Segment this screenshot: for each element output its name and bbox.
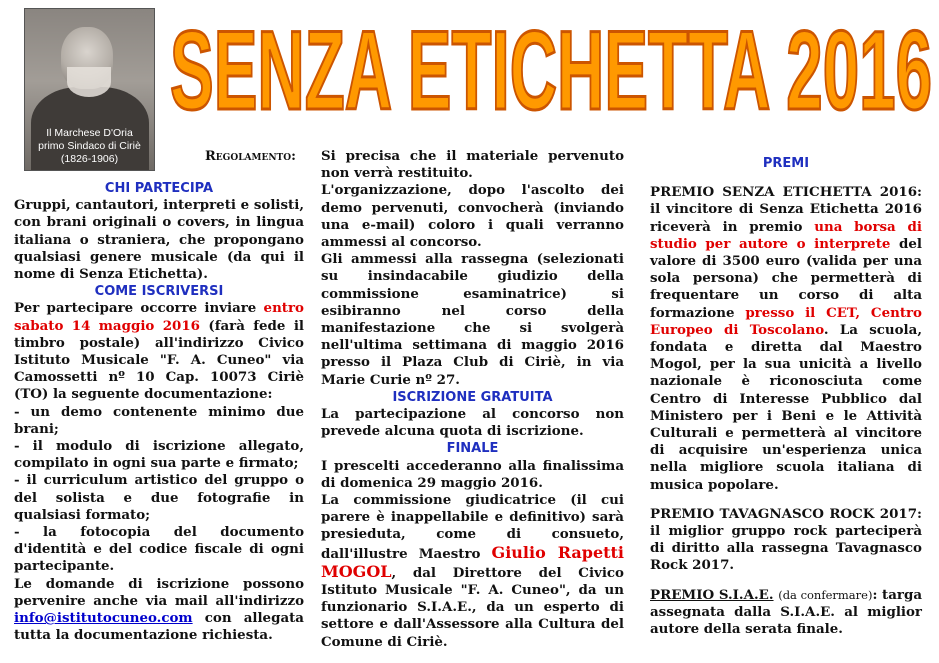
iscrizione-gratuita-text: La partecipazione al concorso non prevede alcuna quota di iscrizione. <box>321 406 624 440</box>
commissione-text <box>321 492 624 651</box>
premio-2-title: PREMIO TAVAGNASCO ROCK 2017: <box>650 505 922 522</box>
iscrizione-gratuita-heading: ISCRIZIONE GRATUITA <box>392 389 553 405</box>
finale-heading: FINALE <box>446 441 499 457</box>
premio-1-text-b: del valore di 3500 euro (valida per una sola persona) che permetterà di frequentare un corso di alta formazione <box>650 235 922 321</box>
chi-partecipa-heading: CHI PARTECIPA <box>104 181 214 196</box>
convocazione-text: L'organizzazione, dopo l'ascolto dei demo pervenuti, convocherà (inviando una e-mail) coloro i quali verranno ammessi al concorso. <box>321 182 624 251</box>
mail-text-a: Le domande di iscrizione possono pervenire anche via mail all'indirizzo <box>14 575 304 609</box>
premio-3-text: : targa assegnata dalla S.I.A.E. al miglior autore della serata finale. <box>650 586 923 638</box>
email-link[interactable]: info@istitutocuneo.com <box>14 610 193 627</box>
caption-line-2: primo Sindaco di Ciriè <box>38 140 141 152</box>
column-right <box>650 155 922 638</box>
page-title <box>166 4 936 119</box>
column-middle <box>321 148 624 651</box>
regolamento-label: Regolamento: <box>205 149 296 164</box>
premio-siae <box>650 587 922 639</box>
doc-item-2: - il modulo di iscrizione allegato, compilato in ogni sua parte e firmato; <box>14 438 304 472</box>
premio-1-text-c: . La scuola, fondata e diretta dal Maestro Mogol, per la sua unicità a livello nazionale è riconosciuta come Centro di Interesse Pubblico dal Ministero per i Beni e le Attività Culturali e permetterà al vincitore di acquisire un'esperienza unica nella migliore scuola italiana di musica popolare. <box>650 321 922 493</box>
borsa-di-studio-text: una borsa di studio per autore o interprete <box>650 218 922 252</box>
come-iscriversi-heading: COME ISCRIVERSI <box>94 284 224 300</box>
premio-1-title: PREMIO SENZA ETICHETTA 2016: <box>650 184 922 201</box>
portrait-caption <box>25 127 154 166</box>
finale-date-text: I prescelti accederanno alla finalissima di domenica 29 maggio 2016. <box>321 457 624 491</box>
chi-partecipa-text: Gruppi, cantautori, interpreti e solisti, con brani originali o covers, in lingua italiana o straniera, che propongano qualsiasi genere musicale (da qui il nome di Senza Etichetta). <box>14 197 304 283</box>
premio-2-text: il miglior gruppo rock parteciperà di diritto alla rassegna Tavagnasco Rock 2017. <box>650 523 922 574</box>
doc-item-1: - un demo contenente minimo due brani; <box>14 403 304 437</box>
cet-text: presso il CET, Centro Europeo di Toscolano <box>650 304 922 338</box>
premio-senza-etichetta <box>650 184 922 494</box>
caption-line-1: Il Marchese D'Oria <box>46 127 133 139</box>
commissione-text-b: , dal Direttore del Civico Istituto Musicale "F. A. Cuneo", da un funzionario S.I.A.E., da un esperto di settore e dall'Assessore alla Cultura del Comune di Ciriè. <box>321 564 624 650</box>
caption-line-3: (1826-1906) <box>60 153 119 165</box>
premio-tavagnasco <box>650 506 922 575</box>
portrait-photo <box>24 8 155 171</box>
mail-text-b: con allegata tutta la documentazione richiesta. <box>14 610 304 644</box>
deadline-text: entro sabato 14 maggio 2016 <box>14 300 304 334</box>
premio-1-text-a: il vincitore di Senza Etichetta 2016 riceverà in premio <box>650 201 922 235</box>
doc-item-4: - la fotocopia del documento d'identità e del codice fiscale di ogni partecipante. <box>14 524 304 575</box>
premio-3-note: (da confermare) <box>778 587 873 602</box>
premi-heading: PREMI <box>762 156 810 171</box>
come-text-a: Per partecipare occorre inviare <box>14 300 257 317</box>
come-iscriversi-text <box>14 300 304 403</box>
page-title-text: SENZA ETICHETTA 2016 <box>170 8 932 119</box>
column-left <box>14 180 304 644</box>
portrait-beard <box>67 67 111 97</box>
mogol-name: Giulio Rapetti MOGOL <box>321 542 625 581</box>
premio-3-title: PREMIO S.I.A.E. <box>650 586 774 603</box>
mail-paragraph <box>14 576 304 645</box>
ammessi-text: Gli ammessi alla rassegna (selezionati su insindacabile giudizio della commissione esaminatrice) si esibiranno nel corso della manifestazione che si svolgerà nell'ultima settimana di maggio 2016 presso il Plaza Club di Ciriè, in via Marie Curie nº 27. <box>321 251 624 388</box>
come-text-c: (farà fede il timbro postale) all'indirizzo Civico Istituto Musicale "F. A. Cuneo" via Camossetti nº 10 Cap. 10073 Ciriè (TO) la seguente documentazione: <box>14 317 304 403</box>
restituzione-text: Si precisa che il materiale pervenuto non verrà restituito. <box>321 148 624 182</box>
doc-item-3: - il curriculum artistico del gruppo o del solista e due fotografie in qualsiasi formato; <box>14 472 304 523</box>
commissione-text-a: La commissione giudicatrice (il cui parere è inappellabile e definitivo) sarà presieduta, come di consueto, dall'illustre Maestro <box>321 492 624 562</box>
